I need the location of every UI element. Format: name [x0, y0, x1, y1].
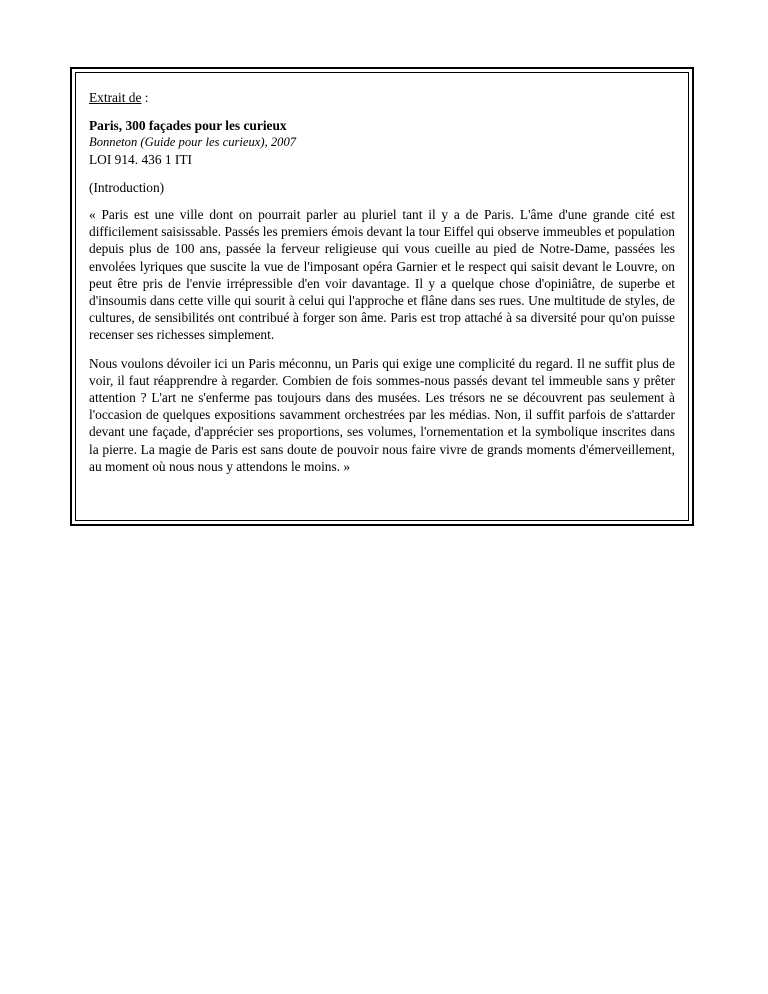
excerpt-content: [75, 72, 689, 521]
paragraph-2: Nous voulons dévoiler ici un Paris méconnu, un Paris qui exige une complicité du regard. Il ne suffit plus de voir, il faut réapprendre à regarder. Combien de fois sommes-nous passés devant tel immeuble sans y prêter attention ? L'art ne s'enferme pas toujours dans des musées. Les trésors ne se découvrent pas seulement à l'occasion de quelques expositions savamment orchestrées par les médias. Non, il suffit parfois de s'attarder devant une façade, d'apprécier ses proportions, ses volumes, l'ornementation et la symbolique inscrites dans la pierre. La magie de Paris est sans doute de pouvoir nous faire vivre de grands moments d'émerveillement, au moment où nous nous y attendons le moins. »: [89, 355, 675, 474]
extrait-suffix: :: [141, 90, 149, 105]
excerpt-frame: [70, 67, 694, 526]
paragraph-1: « Paris est une ville dont on pourrait parler au pluriel tant il y a de Paris. L'âme d'une grande cité est difficilement saisissable. Passés les premiers émois devant la tour Eiffel qui observe immeubles et population depuis plus de 100 ans, passée la ferveur religieuse qui vous cueille au pied de Notre-Dame, passées les envolées lyriques que suscite la vue de l'imposant opéra Garnier et le respect qui saisit devant le Louvre, on peut être pris de l'envie irrépressible d'en voir davantage. Il y a quelque chose d'opiniâtre, de superbe et d'insoumis dans cette ville qui sourit à celui qui l'approche et flâne dans ses rues. Une multitude de styles, de cultures, de sensibilités ont contribué à forger son âme. Paris est trop attaché à sa diversité pour qu'on puisse recenser ses richesses simplement.: [89, 207, 675, 343]
book-title: Paris, 300 façades pour les curieux: [89, 118, 287, 133]
extrait-heading: [89, 89, 675, 106]
book-publisher: Bonneton (Guide pour les curieux), 2007: [89, 135, 297, 149]
section-label: (Introduction): [89, 180, 165, 195]
book-reference: [89, 117, 675, 168]
excerpt-body: [89, 206, 675, 475]
call-number: LOI 914. 436 1 ITI: [89, 152, 193, 167]
extrait-label: Extrait de: [89, 90, 142, 105]
